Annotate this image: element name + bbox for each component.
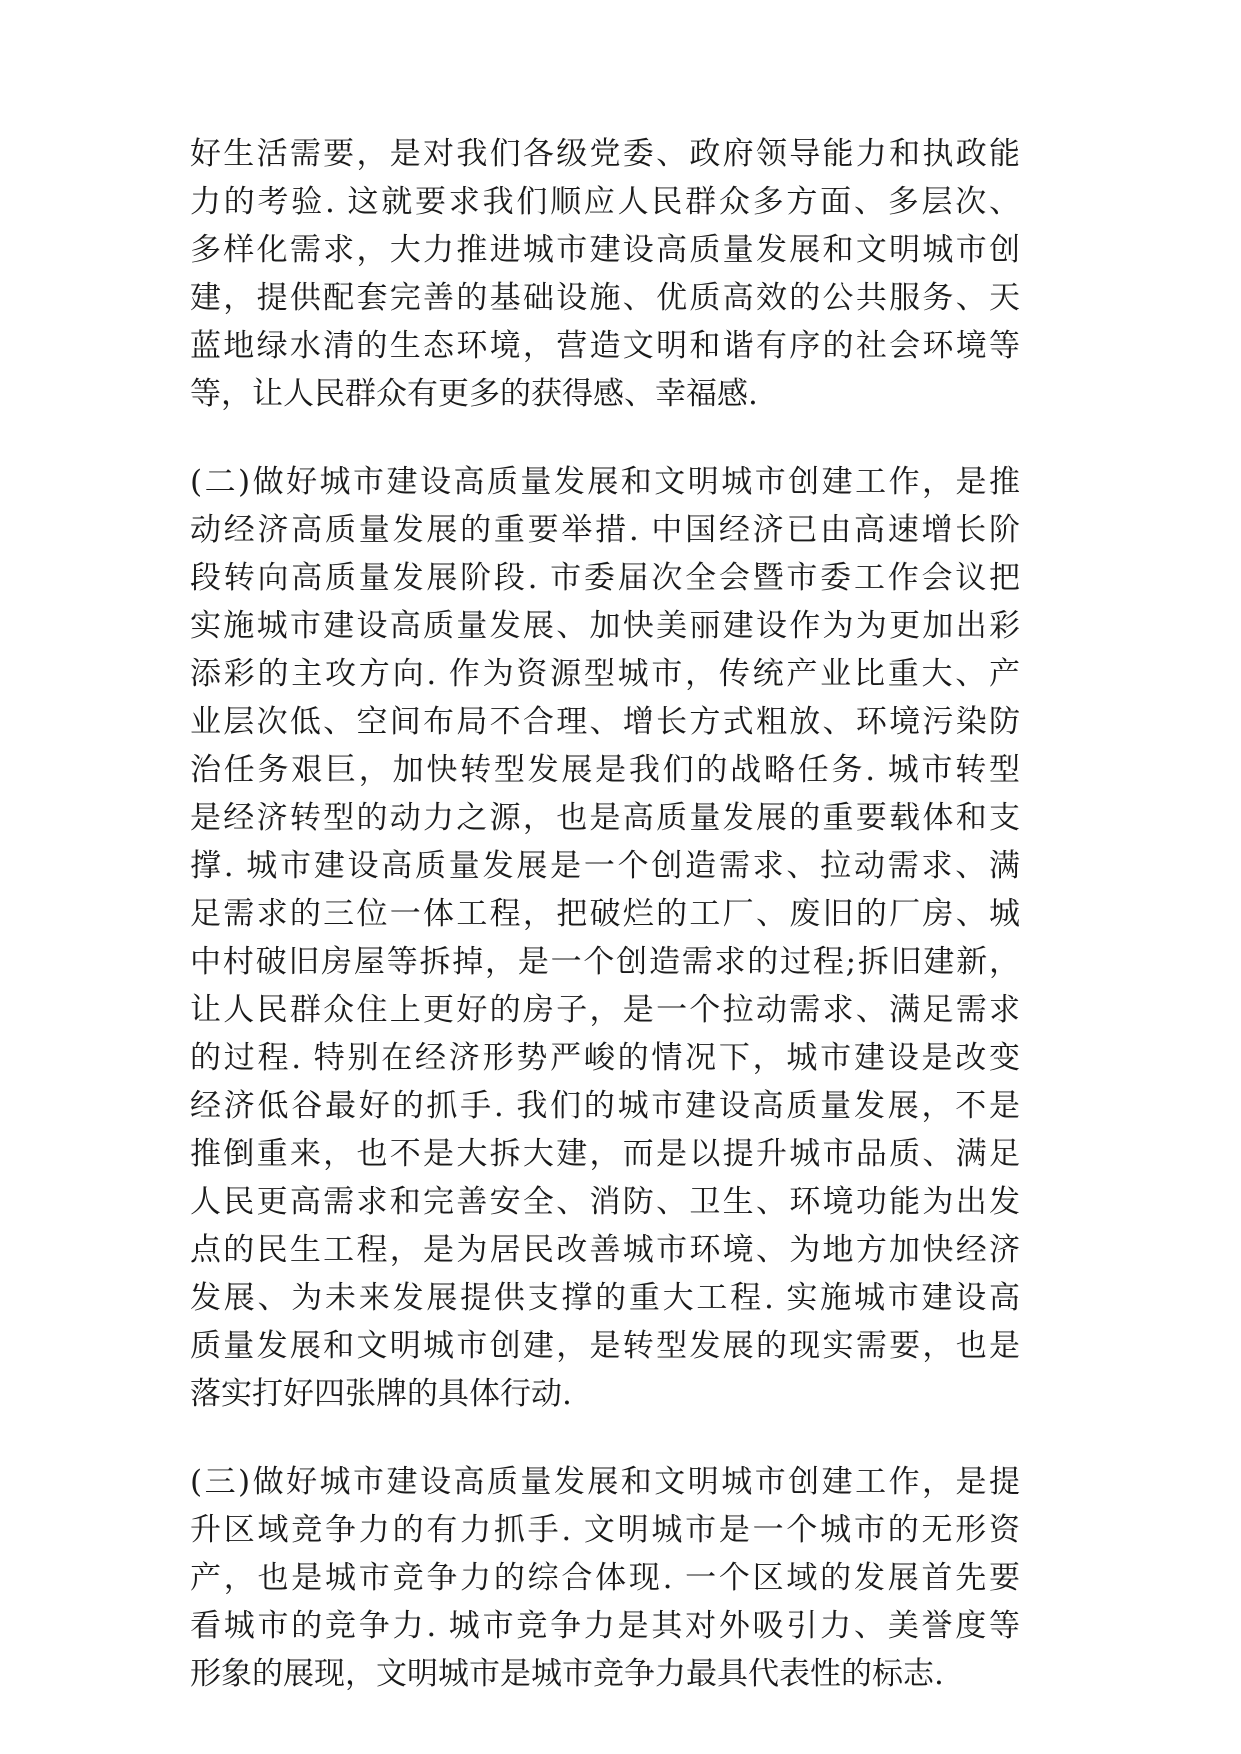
paragraph-1-line-3: 多样化需求，大力推进城市建设高质量发展和文明城市创	[190, 232, 1020, 268]
paragraph-2-line-7: 治任务艰巨，加快转型发展是我们的战略任务. 城市转型	[190, 752, 1020, 788]
paragraph-1-line-1: 好生活需要，是对我们各级党委、政府领导能力和执政能	[190, 136, 1020, 172]
paragraph-2-line-17: 点的民生工程，是为居民改善城市环境、为地方加快经济	[190, 1232, 1020, 1268]
paragraph-1-line-4: 建，提供配套完善的基础设施、优质高效的公共服务、天	[190, 280, 1020, 316]
paragraph-3-line-1: (三)做好城市建设高质量发展和文明城市创建工作，是提	[190, 1464, 1020, 1500]
paragraph-1-line-2: 力的考验. 这就要求我们顺应人民群众多方面、多层次、	[190, 184, 1020, 220]
paragraph-1-line-6: 等，让人民群众有更多的获得感、幸福感.	[190, 376, 758, 412]
paragraph-2-line-13: 的过程. 特别在经济形势严峻的情况下，城市建设是改变	[190, 1040, 1020, 1076]
paragraph-2-line-3: 段转向高质量发展阶段. 市委届次全会暨市委工作会议把	[190, 560, 1020, 596]
paragraph-2-line-5: 添彩的主攻方向. 作为资源型城市，传统产业比重大、产	[190, 656, 1020, 692]
paragraph-2-line-15: 推倒重来，也不是大拆大建，而是以提升城市品质、满足	[190, 1136, 1020, 1172]
paragraph-2-line-20: 落实打好四张牌的具体行动.	[190, 1376, 572, 1412]
paragraph-3-line-5: 形象的展现，文明城市是城市竞争力最具代表性的标志.	[190, 1656, 944, 1692]
paragraph-2-line-19: 质量发展和文明城市创建，是转型发展的现实需要，也是	[190, 1328, 1020, 1364]
paragraph-2-line-1: (二)做好城市建设高质量发展和文明城市创建工作，是推	[190, 464, 1020, 500]
paragraph-2-line-16: 人民更高需求和完善安全、消防、卫生、环境功能为出发	[190, 1184, 1020, 1220]
paragraph-2-line-9: 撑. 城市建设高质量发展是一个创造需求、拉动需求、满	[190, 848, 1020, 884]
paragraph-2-line-10: 足需求的三位一体工程，把破烂的工厂、废旧的厂房、城	[190, 896, 1020, 932]
paragraph-2-line-18: 发展、为未来发展提供支撑的重大工程. 实施城市建设高	[190, 1280, 1020, 1316]
paragraph-2-line-2: 动经济高质量发展的重要举措. 中国经济已由高速增长阶	[190, 512, 1020, 548]
paragraph-2-line-6: 业层次低、空间布局不合理、增长方式粗放、环境污染防	[190, 704, 1020, 740]
paragraph-3-line-3: 产，也是城市竞争力的综合体现. 一个区域的发展首先要	[190, 1560, 1020, 1596]
paragraph-2-line-12: 让人民群众住上更好的房子，是一个拉动需求、满足需求	[190, 992, 1020, 1028]
paragraph-1-line-5: 蓝地绿水清的生态环境，营造文明和谐有序的社会环境等	[190, 328, 1020, 364]
paragraph-2-line-14: 经济低谷最好的抓手. 我们的城市建设高质量发展，不是	[190, 1088, 1020, 1124]
paragraph-2-line-8: 是经济转型的动力之源，也是高质量发展的重要载体和支	[190, 800, 1020, 836]
paragraph-3-line-4: 看城市的竞争力. 城市竞争力是其对外吸引力、美誉度等	[190, 1608, 1020, 1644]
paragraph-3-line-2: 升区域竞争力的有力抓手. 文明城市是一个城市的无形资	[190, 1512, 1020, 1548]
paragraph-2-line-4: 实施城市建设高质量发展、加快美丽建设作为为更加出彩	[190, 608, 1020, 644]
paragraph-2-line-11: 中村破旧房屋等拆掉，是一个创造需求的过程;拆旧建新，	[190, 944, 1020, 980]
